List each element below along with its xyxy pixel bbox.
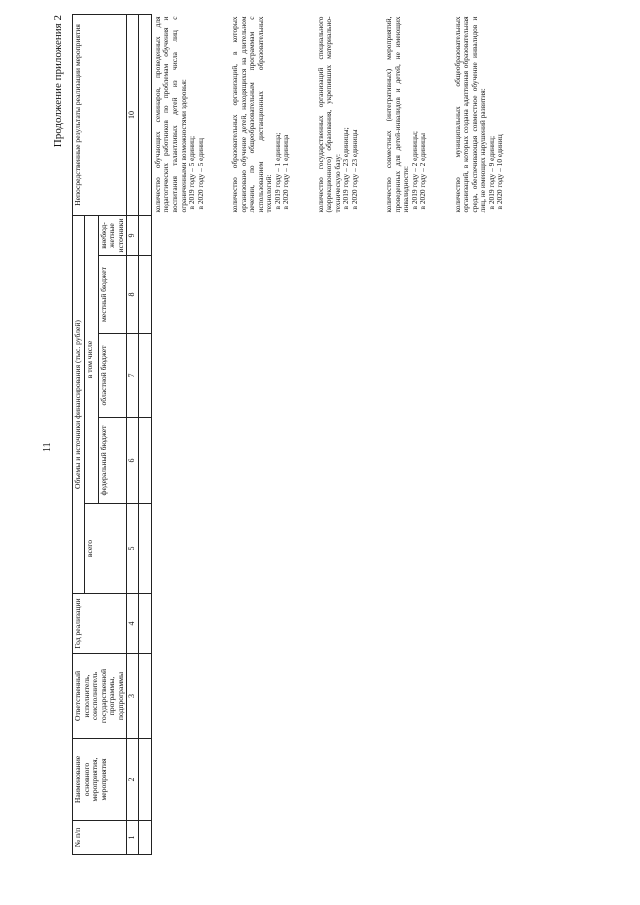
result-item: количество государственных организаций специального (коррекционного) образования, укрепивших материально-техническую базу: в 2019 году – 23 единицы; в 2020 году – 23 единицы: [315, 16, 359, 213]
header-activity-name: Наименование основного мероприятия, мероприятия: [73, 739, 127, 821]
colnum: 6: [127, 418, 139, 504]
header-responsible: Ответственный исполнитель, соисполнитель государственной программы, подпрограммы: [73, 654, 127, 739]
funding-table: [72, 14, 529, 855]
header-regional: областной бюджет: [98, 334, 127, 418]
header-extrabudget: внебюд-жетные источники: [98, 216, 127, 256]
colnum: 8: [127, 256, 139, 334]
page-number: 11: [42, 442, 53, 452]
colnum: 9: [127, 216, 139, 256]
result-item: количество образовательных организаций, в которых организовано обучение детей, находящихся на длительном лечении, по общеобразовательным программам с использованием дистанционных образовательных технологий: в 2019 году – 1 единица; в 2020 году – 1 единица: [230, 16, 291, 213]
document-sheet: [52, 15, 620, 855]
header-in-that-number: в том числе: [84, 216, 98, 504]
colnum: 1: [127, 821, 139, 855]
header-federal: федеральный бюджет: [98, 418, 127, 504]
blank-row: [138, 15, 151, 855]
header-results: Непосредственные результаты реализации мероприятия: [73, 15, 127, 216]
results-cell: [151, 15, 528, 216]
result-item: количество муниципальных общеобразовательных организаций, в которых создана адаптивная образовательная среда, обеспечивающая совместное обучение инвалидов и лиц, не имеющих нарушений развития: в 2019 году – 9 единиц; в 2020 году – 10 единиц: [452, 16, 505, 213]
colnum: 5: [127, 504, 139, 594]
appendix-title: Продолжение приложения 2: [52, 15, 64, 148]
colnum: 7: [127, 334, 139, 418]
header-funding-group: Объемы и источники финансирования (тыс. рублей): [73, 216, 85, 594]
colnum: 10: [127, 15, 139, 216]
colnum: 3: [127, 654, 139, 739]
colnum: 4: [127, 594, 139, 654]
header-year: Год реализации: [73, 594, 127, 654]
colnum: 2: [127, 739, 139, 821]
result-item: количество совместных (интегративных) мероприятий, проведенных для детей-инвалидов и детей, не имеющих инвалидности: в 2019 году – 2 единицы; в 2020 году – 2 единицы: [384, 16, 428, 213]
result-item: количество обучающих семинаров, проведенных для педагогических работников по проблемам обучения и воспитания талантливых детей из числа лиц с ограниченными возможностями здоровья: в 2019 году – 5 единиц; в 2020 году – 5 единиц: [152, 16, 205, 213]
header-local: местный бюджет: [98, 256, 127, 334]
header-number: № п/п: [73, 821, 127, 855]
column-numbers-row: [127, 15, 139, 855]
header-total: всего: [84, 504, 127, 594]
results-row: [151, 15, 528, 855]
